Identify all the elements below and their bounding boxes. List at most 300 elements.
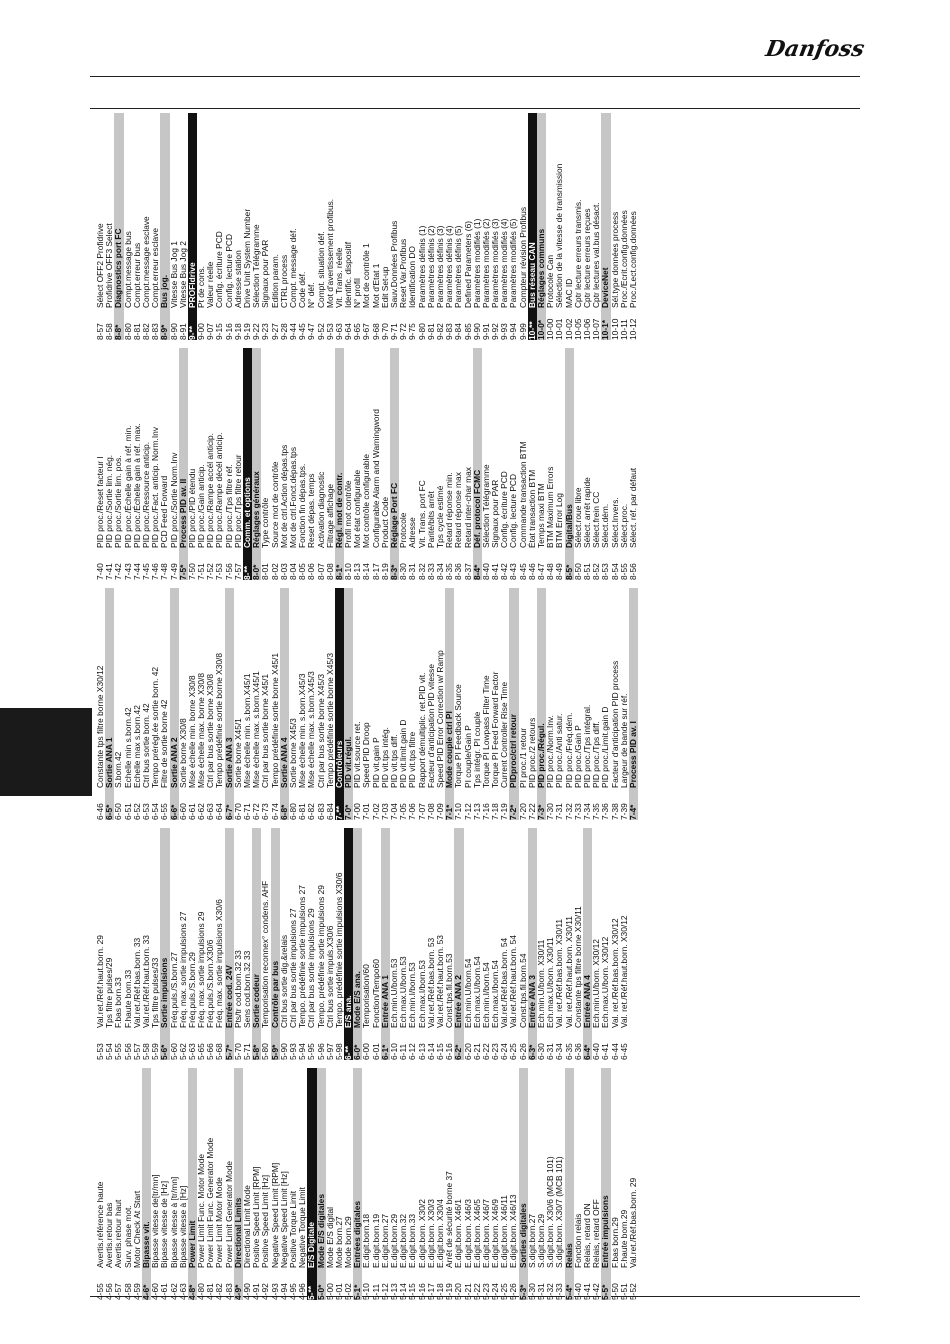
parameter-label: Sélect. réf. par défaut [627,467,638,548]
parameter-label: PID proc./Fréq.dém. [563,712,574,788]
parameter-code: 7-12 [462,803,473,820]
parameter-label: Cptr lecture erreurs transmis. [572,199,583,308]
parameter-label: Réglages généraux [251,471,262,548]
parameter-label: Comm. et options [242,477,252,548]
parameter-label: Cptr lectures val.bus désact. [591,202,602,308]
parameter-label: Parité/bits arrêt [425,491,436,548]
parameter-label: Valeur réelle [205,261,216,308]
parameter-code: 8-34 [434,563,445,580]
parameter-label: S.digit.born.29 [536,1213,546,1268]
parameter-code: 9-65 [352,323,363,340]
parameter-code: 6-55 [159,803,170,820]
parameter-label: Mode E/S digitales [315,1194,326,1268]
parameter-code: 5-00 [324,1283,335,1300]
parameter-label: Bus réseau CAN [526,242,537,308]
parameter-label: PID proc./PID étendu [186,468,197,548]
parameter-code: 7-05 [398,803,409,820]
parameter-code: 5-12 [379,1283,390,1300]
parameter-label: Val. ret./Réf.bas.born. X30/11 [554,918,565,1028]
parameter-label: Source mot de contrôle [269,461,280,548]
parameter-code: 4-9* [232,1284,243,1300]
parameter-code: 6-35 [563,1043,574,1060]
parameter-label: Paramètres définis (2) [425,225,436,308]
parameter-label: Sauv.Données Profibus [389,220,399,308]
parameter-label: E.digit.born. X30/4 [434,1199,445,1268]
parameter-label: PID vit.régul. [343,736,354,788]
parameter-label: F.haute born.33 [122,969,133,1028]
parameter-label: Val.ret./Réf.bas.born. 33 [131,937,142,1028]
parameter-code: 8-48 [545,563,556,580]
parameter-label: Positive Torque Limit [287,1190,298,1268]
parameter-code: 9-72 [398,323,409,340]
parameter-code: 4-59 [131,1283,142,1300]
parameter-label: Sorties digitales [517,1203,528,1268]
parameter-code: 10-1* [600,319,611,340]
parameter-column-4a [96,348,638,580]
parameter-label: Val.ret./Réf.haut.born. 29 [95,935,105,1028]
parameter-label: Mot d'Etat 1 [370,263,381,308]
parameter-label: Config. écriture PCD [214,231,225,308]
parameter-code: 7-57 [232,563,243,580]
parameter-label: F.bas born.29 [609,1217,620,1268]
parameter-code: 6-53 [140,803,151,820]
parameter-code: 6-3* [526,1044,537,1060]
parameter-code: 7-31 [554,803,565,820]
parameter-label: Ech.min.I/born.53 [407,962,418,1028]
parameter-label: Signaux pour PAR [490,479,501,548]
parameter-label: Profidrive OFF3 Select [104,223,115,308]
parameter-code: 6-5* [104,804,115,820]
parameter-code: 9-70 [379,323,390,340]
parameter-code: 5-19 [444,1283,455,1300]
parameter-label: Relais, retard OFF [591,1199,602,1268]
parameter-label: Ctrl bus sortie impuls.X30/6 [324,925,335,1028]
parameter-code: 7-0* [343,804,354,820]
parameter-label: Val.ret./Réf.haut.born. 33 [140,935,151,1028]
parameter-code: 8-90 [168,323,179,340]
parameter-code: 5-9* [269,1044,280,1060]
parameter-code: 8-05 [297,563,308,580]
parameter-label: Réglages communs [536,228,546,308]
parameter-label: PID proc./Reset facteur I [95,456,105,548]
parameter-label: Type contrôle [260,497,271,548]
parameter-label: Tempo prédéfinie sortie borne X45/1 [269,652,280,788]
parameter-label: Product Code [379,496,390,548]
parameter-code: 6-2* [453,1044,464,1060]
parameter-label: Bipasse vitesse de [Hz] [159,1180,170,1268]
parameter-code: 8-58 [104,323,115,340]
parameter-label: Proc./Lect.config.données [627,211,638,308]
parameter-code: 10-07 [591,318,602,340]
parameter-label: Mot de contrôle 1 [361,243,372,308]
parameter-column-3 [96,588,859,820]
parameter-code: 9-99 [517,323,528,340]
parameter-code: 6-40 [591,1043,602,1060]
parameter-code: 7-19 [499,803,510,820]
parameter-label: Tps filtre pulses/33 [150,957,161,1028]
parameter-code: 5-22 [471,1283,482,1300]
parameter-label: Déf. protocol FCMC [471,469,482,548]
parameter-code: 6-41 [600,1043,611,1060]
parameter-code: 5-94 [297,1043,308,1060]
parameter-label: BTM Maximum Errors [545,466,556,548]
parameter-code: 8-9* [159,324,170,340]
parameter-label: Fonction/Tempo60 [370,959,381,1028]
parameter-code: 5-56 [122,1043,133,1060]
parameter-label: Fréq.puls./S.born.29 [186,952,197,1028]
parameter-code: 5-65 [196,1043,207,1060]
parameter-code: 4-61 [159,1283,170,1300]
parameter-label: Ech.max.U/born.53 [398,956,409,1028]
parameter-label: Directional Limits [232,1197,243,1268]
parameter-code: 10-11 [618,319,629,340]
parameter-code: 9-07 [205,323,216,340]
parameter-code: 7-07 [416,803,427,820]
parameter-label: F.haute born.29 [618,1209,629,1268]
parameter-code: 7-20 [517,803,528,820]
parameter-code: 7-4* [627,804,638,820]
parameter-label: Activation diagnostic [315,471,326,548]
parameter-code: 9-28 [278,323,289,340]
parameter-label: Ech.min.U/born.53 [389,958,399,1028]
parameter-code: 6-** [343,1046,354,1060]
parameter-code: 4-93 [269,1283,280,1300]
parameter-label: Sortie ANA 1 [104,737,115,788]
parameter-label: PID proc./Fact. anticip. Norm.Inv [150,426,161,548]
parameter-code: 9-** [186,326,197,340]
parameter-code: 5-52 [627,1283,638,1300]
parameter-code: 5-90 [278,1043,289,1060]
parameter-label: CTRL process [278,254,289,308]
parameter-label: E.digit.born. X30/3 [425,1199,436,1268]
parameter-code: 8-82 [140,323,151,340]
parameter-label: Process PID av. II [177,478,188,548]
parameter-column-1 [96,1068,859,1300]
parameter-label: Entrée ANA 2 [453,975,464,1028]
parameter-code: 6-23 [490,1043,501,1060]
parameter-label: Sortie codeur [251,974,262,1028]
parameter-code: 5-60 [168,1043,179,1060]
parameter-label: Val. ret./Réf.haut.born. X30/11 [563,916,574,1028]
parameter-code: 4-96 [297,1283,308,1300]
parameter-label: Speed PID Error Correction w/ Ramp [434,650,445,788]
parameter-code: 7-53 [214,563,225,580]
parameter-label: Mode E/S ana. [352,971,363,1028]
parameter-code: 7-34 [581,803,592,820]
parameter-code: 9-75 [407,323,418,340]
parameter-code: 8-56 [627,563,638,580]
parameter-code: 5-1* [352,1284,363,1300]
parameter-code: 6-12 [407,1043,418,1060]
parameter-code: 8-19 [379,563,390,580]
parameter-code: 5-95 [306,1043,317,1060]
parameter-label: Bus jog. [159,274,170,308]
parameter-code: 10-05 [572,318,583,340]
parameter-label: Paramètres définis (4) [444,225,455,308]
parameter-label: Speed PID Droop [361,722,372,788]
parameter-code: 5-98 [333,1043,344,1060]
parameter-label: Entrée impulsions [600,1195,611,1268]
parameter-code: 5-51 [618,1283,629,1300]
parameter-code: 5-33 [554,1283,565,1300]
parameter-label: Fréq. max. sortie impulsions 29 [196,911,207,1028]
svg-text:Danfoss: Danfoss [763,36,867,62]
parameter-label: Vitesse Bus Jog 1 [168,241,179,308]
parameter-code: 4-83 [223,1283,234,1300]
parameter-label: E.digit.born. X46/11 [499,1195,510,1268]
parameter-code: 5-57 [131,1043,142,1060]
parameter-label: Mode born.27 [333,1216,344,1268]
parameter-code: 5-58 [140,1043,151,1060]
parameter-code: 5-15 [407,1283,418,1300]
parameter-code: 7-45 [140,563,151,580]
parameter-label: E/S ana. [343,995,354,1028]
parameter-code: 9-83 [444,323,455,340]
parameter-label: Power Limit Generator Mode [223,1160,234,1268]
parameter-label: Sortie borne X45/3 [287,718,298,788]
parameter-label: Mode E/S digital [324,1207,335,1268]
parameter-code: 10-01 [554,318,565,340]
parameter-label: Tps filtre pulses/29 [104,957,115,1028]
parameter-label: Val.ret./Réf.bas.born. 29 [627,1177,638,1268]
parameter-label: Bipasse vitesse de[tr/mn] [150,1174,161,1268]
parameter-label: Surv. phase mot. [122,1205,133,1268]
parameter-code: 6-4* [581,1044,592,1060]
parameter-label: PID proc./Rampe accél anticip. [205,433,216,548]
parameter-label: Sélect.roue libre [572,487,583,548]
parameter-code: 8-49 [554,563,565,580]
parameter-label: Bipasse vit. [140,1221,151,1268]
parameter-label: Positive Speed Limit [RPM] [251,1166,262,1268]
parameter-code: 6-46 [95,803,105,820]
parameter-label: Mise échelle max. s.born.X45/3 [306,671,317,788]
parameter-code: 7-2* [508,804,519,820]
parameter-label: Compteur révision Profibus [517,206,528,308]
parameter-code: 6-36 [572,1043,583,1060]
parameter-row [629,348,638,580]
parameter-code: 5-** [306,1286,317,1300]
parameter-label: Ctrl par bus sortie borne X45/3 [315,673,326,788]
parameter-label: Tempo prérégl.ée sortie born. 42 [150,666,161,788]
parameter-code: 8-06 [306,563,317,580]
parameter-code: 6-11 [398,1043,409,1060]
parameter-code: 9-94 [508,323,519,340]
parameter-label: Compt.erreur esclave [150,227,161,308]
parameter-column-4 [96,348,859,580]
parameter-label: N° déf. [306,282,317,308]
parameter-row [629,113,638,340]
parameter-label: Ctrl par bus sortie impulsions 29 [306,908,317,1028]
parameter-code: 4-63 [177,1283,188,1300]
parameter-code: 7-1* [444,804,455,820]
parameter-code: 6-13 [416,1043,427,1060]
parameter-label: Echelle max s.born.42 [131,705,142,788]
parameter-code: 7-10 [453,803,464,820]
parameter-code: 4-95 [287,1283,298,1300]
parameter-code: 8-17 [370,563,381,580]
parameter-code: 7-35 [591,803,602,820]
parameter-label: Tempo. prédéfinie sortie impulsions 29 [315,885,326,1028]
parameter-code: 8-14 [361,563,372,580]
parameter-label: Retard réponse min. [444,472,455,548]
parameter-code: 7-** [333,806,344,820]
parameter-code: 5-6* [159,1044,170,1060]
parameter-label: Edition param. [269,254,280,308]
parameter-code: 6-72 [251,803,262,820]
parameter-code: 5-53 [95,1043,105,1060]
parameter-label: E.digit.born. X46/9 [490,1199,501,1268]
parameter-code: 6-30 [536,1043,546,1060]
parameter-label: Régl. mot de contr. [333,472,344,548]
parameter-label: Sél.type données process [609,211,620,308]
parameter-row [620,828,629,1060]
parameter-label: PID vit.source ret. [352,721,363,788]
parameter-code: 5-14 [398,1283,409,1300]
parameter-label: Arrêt de sécurité borne 37 [444,1171,455,1268]
parameter-label: Tempo prédéfinie sortie borne X45/3 [324,652,335,788]
parameter-label: Val.ret./Réf.bas.born. 54 [499,937,510,1028]
parameter-code: 7-44 [131,563,142,580]
parameter-code: 4-56 [104,1283,115,1300]
parameter-code: 8-53 [600,563,611,580]
parameter-code: 6-16 [444,1043,455,1060]
parameter-label: Avertis.référence haute [95,1181,105,1268]
parameter-label: Fréq.puls./S.born.X30/6 [205,939,216,1028]
parameter-code: 8-81 [131,323,142,340]
parameter-code: 8-** [242,566,252,580]
parameter-code: 8-33 [425,563,436,580]
parameter-label: Val.ret./Réf.haut.born. 54 [508,935,519,1028]
parameter-code: 10-12 [627,318,638,340]
parameter-code: 9-71 [389,323,399,340]
parameter-code: 7-02 [370,803,381,820]
parameter-code: 7-00 [352,803,363,820]
parameter-code: 8-43 [508,563,519,580]
parameter-label: Identification DO [407,246,418,308]
parameter-label: Ctrl bus sortie dig.&relais [278,934,289,1028]
parameter-code: 7-46 [150,563,161,580]
parameter-code: 4-58 [122,1283,133,1300]
parameter-code: 7-16 [480,803,491,820]
parameter-row [629,1068,638,1300]
parameter-label: PID proc./Gain anticip. [196,464,207,548]
parameter-label: E/S Digitale [306,1221,317,1268]
parameter-label: Ctrl par bus sortie borne X30/8 [205,673,216,788]
parameter-code: 5-71 [242,1043,252,1060]
parameter-code: 5-11 [370,1283,381,1300]
parameter-label: Ctrl par bus sortie impulsions 27 [287,908,298,1028]
parameter-label: E.digit.born. X30/2 [416,1199,427,1268]
parameter-label: PID vit.tps intég. [379,727,390,788]
parameter-code: 6-20 [462,1043,473,1060]
parameter-code: 5-97 [324,1043,335,1060]
parameter-label: Retard réponse max [453,472,464,548]
parameter-label: PID proc./Anti satur. [554,713,565,788]
parameter-label: Adresse [407,517,418,548]
parameter-label: Cptr lecture erreurs reçues [581,208,592,308]
parameter-code: 8-47 [536,563,546,580]
parameter-code: 8-07 [315,563,326,580]
parameter-label: N° profil [352,278,363,308]
parameter-code: 8-37 [462,563,473,580]
parameter-code: 8-31 [407,563,418,580]
parameter-code: 5-5* [600,1284,611,1300]
parameter-label: BTM Error Log [554,493,565,548]
parameter-code: 9-45 [297,323,308,340]
parameter-label: Torque PI Feed Forward Factor [490,671,501,788]
parameter-label: PID proc./Limit.gain D [600,706,611,788]
parameter-label: PID proc./Norm.Inv. [545,715,556,788]
parameter-label: Largeur de bande sur réf. [618,693,629,788]
parameter-label: Compt. message déf. [287,228,298,308]
parameter-code: 5-54 [104,1043,115,1060]
parameter-label: Ctrl par bus sortie borne X45/1 [260,673,271,788]
parameter-label: Tps intégr. PI couple [471,711,482,788]
parameter-label: Current Controller Rise Time [499,681,510,788]
parameter-label: Mot contrôle configurable [361,453,372,548]
parameter-label: Ech.max.I/born.53 [416,960,427,1028]
parameter-code: 4-62 [168,1283,179,1300]
parameter-code: 9-82 [434,323,445,340]
parameter-label: Constante tps filtre borne X30/11 [572,906,583,1028]
parameter-label: Fréq. max. sortie impulsions X30/6 [214,899,225,1028]
parameter-code: 8-10 [343,563,354,580]
parameter-code: 5-10 [361,1283,372,1300]
parameter-label: Sortie ANA 3 [223,737,234,788]
parameter-code: 5-24 [490,1283,501,1300]
parameter-label: Avertis.retour bas [104,1202,115,1268]
parameter-code: 9-80 [416,323,427,340]
chapter-tab [0,708,92,796]
parameter-code: 10-00 [545,318,556,340]
parameter-code: 8-30 [398,563,409,580]
parameter-code: 8-35 [444,563,455,580]
parameter-code: 5-80 [260,1043,271,1060]
parameter-code: 6-31 [545,1043,556,1060]
parameter-code: 8-03 [278,563,289,580]
parameter-label: Sens cod.born.32 33 [242,950,252,1028]
parameter-code: 9-00 [196,323,207,340]
parameter-code: 4-82 [214,1283,225,1300]
parameter-code: 10-** [526,321,537,340]
parameter-label: Ech.max.U/born. X30/11 [545,937,556,1028]
parameter-code: 5-59 [150,1043,161,1060]
parameter-label: Echelle min s.born.42 [122,707,133,788]
parameter-label: Compt.message bus [122,231,133,308]
parameter-label: PID proc./Échelle gain à réf. max. [131,423,142,548]
parameter-label: Power Limit Motor Mode [214,1177,225,1268]
parameter-label: Edit Set-up [379,266,390,308]
parameter-code: 5-32 [545,1283,556,1300]
parameter-column-2 [96,828,859,1060]
parameter-label: Entrée cod. 24V [223,965,234,1028]
parameter-label: État transaction BTM [526,469,537,548]
parameter-code: 9-68 [370,323,381,340]
parameter-code: 6-63 [205,803,216,820]
parameter-label: Torque PI Feedback Source [453,684,464,788]
parameter-label: Tempo prédéfinie sortie borne X30/8 [214,652,225,788]
parameter-code: 5-96 [315,1043,326,1060]
parameter-code: 8-51 [581,563,592,580]
parameter-label: Sortie ANA 4 [278,737,289,788]
parameter-code: 5-55 [113,1043,124,1060]
parameter-label: PROFIdrive [186,262,197,308]
parameter-code: 5-30 [526,1283,537,1300]
parameter-code: 6-45 [618,1043,629,1060]
parameter-label: Paramètres modifiés (5) [508,218,519,308]
parameter-label: Power Limit Func. Motor Mode [196,1153,207,1268]
parameter-label: Fréq. max. sortie impulsions 27 [177,911,188,1028]
